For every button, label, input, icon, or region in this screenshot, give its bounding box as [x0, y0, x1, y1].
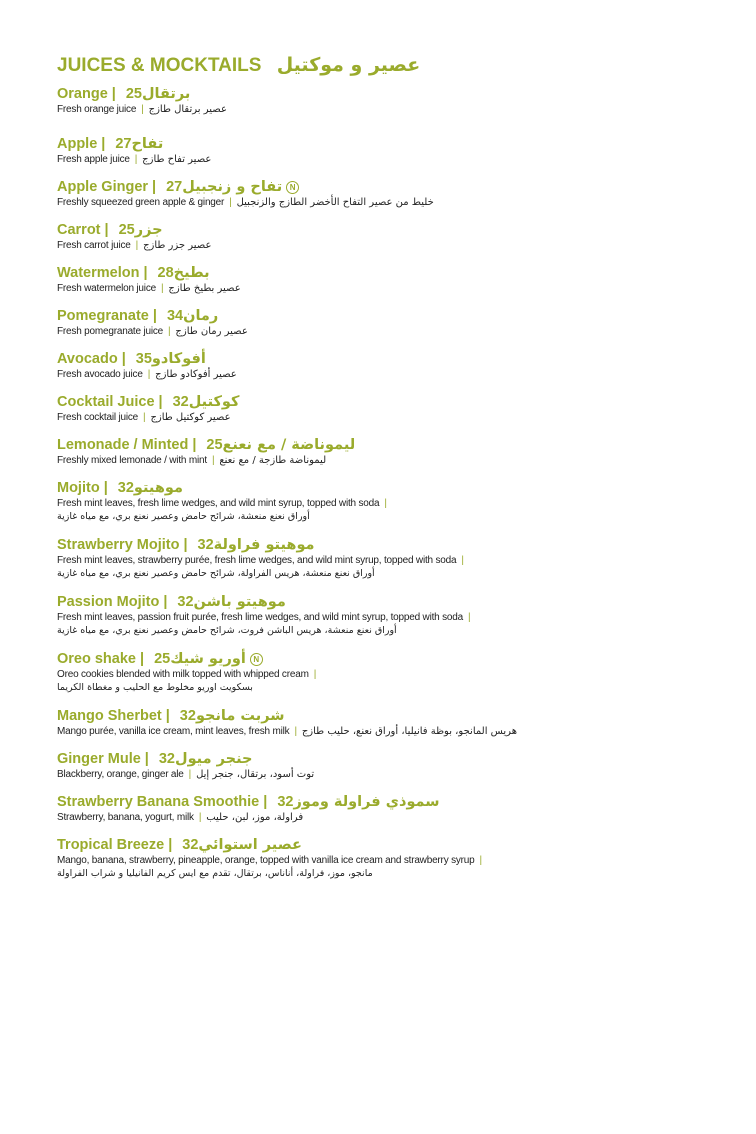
description-ar: توت أسود، برتقال، جنجر إيل [196, 769, 315, 780]
menu-item-name-ar: شربت مانجو [195, 708, 285, 724]
description-ar: خليط من عصير التفاح الأخضر الطازج والزنجبيل [236, 197, 434, 208]
description-en: Fresh orange juice [57, 104, 137, 115]
description-en: Fresh mint leaves, strawberry purée, fresh lime wedges, and wild mint syrup, topped with soda [57, 555, 457, 566]
menu-item-description [57, 554, 717, 567]
menu-item-name-ar: برتقال [141, 86, 191, 102]
menu-item-description [57, 196, 717, 209]
menu-item-heading [57, 178, 717, 196]
menu-section [57, 54, 717, 881]
menu-item-name-ar: موهيتو فراولة [213, 537, 315, 553]
description-en: Freshly squeezed green apple & ginger [57, 197, 225, 208]
menu-item-name: Mojito [57, 480, 100, 496]
description-en: Fresh apple juice [57, 154, 130, 165]
menu-item-heading [57, 85, 717, 103]
menu-item-price: 32 [172, 394, 189, 410]
separator: | [147, 369, 151, 380]
menu-item-description [57, 811, 717, 824]
menu-item-name: Orange [57, 86, 108, 102]
menu-item [57, 707, 717, 738]
menu-item-description [57, 325, 717, 338]
menu-item-name-ar: موهيتو باشن [193, 594, 286, 610]
separator: | [121, 351, 126, 367]
separator: | [468, 612, 471, 623]
menu-item-price: 27 [115, 136, 132, 152]
menu-item [57, 536, 717, 581]
menu-item-description [57, 282, 717, 295]
separator: | [101, 136, 106, 152]
menu-item [57, 178, 717, 209]
separator: | [165, 708, 170, 724]
menu-item-heading [57, 264, 717, 282]
separator: | [158, 394, 163, 410]
menu-item-heading [57, 650, 717, 668]
menu-item [57, 436, 717, 467]
menu-item [57, 350, 717, 381]
description-en: Fresh pomegranate juice [57, 326, 164, 337]
menu-item-heading [57, 436, 717, 454]
description-ar: أوراق نعنع منعشة، هريس الفراولة، شرائح حامض وعصير نعنع بري، مع مياه غازية [57, 568, 375, 579]
menu-item-description [57, 497, 717, 510]
separator: | [461, 555, 464, 566]
menu-item-name-ar: جزر [134, 222, 163, 238]
menu-item-name: Ginger Mule [57, 751, 141, 767]
menu-item-name-ar: تفاح و زنجبيل [182, 179, 283, 195]
menu-item [57, 85, 717, 116]
menu-item [57, 479, 717, 524]
separator: | [479, 855, 482, 866]
menu-item-heading [57, 793, 717, 811]
menu-item-name-ar: جنجر ميول [175, 751, 253, 767]
menu-item-price: 32 [182, 837, 199, 853]
menu-item-heading [57, 536, 717, 554]
menu-item-heading [57, 221, 717, 239]
description-en: Fresh mint leaves, passion fruit purée, fresh lime wedges, and wild mint syrup, topped with soda [57, 612, 464, 623]
description-ar: عصير تفاح طازج [142, 154, 212, 165]
menu-item-name: Mango Sherbet [57, 708, 162, 724]
menu-item [57, 393, 717, 424]
menu-item-price: 32 [277, 794, 294, 810]
separator: | [294, 726, 297, 737]
separator: | [163, 594, 168, 610]
menu-item-price: 25 [125, 86, 142, 102]
description-ar: عصير برتقال طازج [148, 104, 227, 115]
menu-item-name: Cocktail Juice [57, 394, 155, 410]
description-en: Freshly mixed lemonade / with mint [57, 455, 207, 466]
menu-item-name: Lemonade / Minted [57, 437, 189, 453]
menu-item-heading [57, 307, 717, 325]
menu-item [57, 750, 717, 781]
menu-item-price: 34 [166, 308, 184, 324]
menu-item-name-ar: أوريو شيك [170, 651, 246, 667]
separator: | [313, 669, 317, 680]
menu-item-name: Pomegranate [57, 308, 149, 324]
menu-item-price: 25 [154, 651, 171, 667]
separator: | [104, 222, 109, 238]
menu-item-name-ar: تفاح [131, 136, 164, 152]
description-en: Fresh mint leaves, fresh lime wedges, and wild mint syrup, topped with soda [57, 498, 380, 509]
description-en: Blackberry, orange, ginger ale [57, 769, 184, 780]
section-title [57, 54, 717, 77]
menu-item-name-ar: أفوكادو [151, 351, 206, 367]
separator: | [134, 154, 138, 165]
menu-item-description [57, 153, 717, 166]
menu-item-name-ar: بطيخ [173, 265, 210, 281]
section-title-ar: عصير و موكتيل [276, 54, 421, 76]
menu-item-price: 32 [179, 708, 196, 724]
nut-icon: N [250, 653, 263, 666]
menu-item-heading [57, 836, 717, 854]
menu-item-description [57, 725, 717, 738]
menu-item-heading [57, 479, 717, 497]
menu-item-heading [57, 750, 717, 768]
menu-item [57, 836, 717, 881]
menu-item [57, 793, 717, 824]
description-ar: مانجو، موز، فراولة، أناناس، برتقال، تقدم مع ايس كريم الفانيليا و شراب الفراولة [57, 868, 373, 879]
menu-item-heading [57, 707, 717, 725]
description-ar: عصير أفوكادو طازج [155, 369, 237, 380]
menu-item-name-ar: ليموناضة / مع نعنع [222, 437, 356, 453]
description-ar: بسكويت اوريو مخلوط مع الحليب و مغطاة الكريما [57, 682, 253, 693]
separator: | [263, 794, 268, 810]
separator: | [192, 437, 197, 453]
menu-item [57, 221, 717, 252]
menu-item-heading [57, 593, 717, 611]
menu-item-price: 27 [166, 179, 183, 195]
description-en: Mango purée, vanilla ice cream, mint leaves, fresh milk [57, 726, 290, 737]
description-en: Fresh cocktail juice [57, 412, 139, 423]
menu-item [57, 135, 717, 166]
separator: | [144, 751, 149, 767]
description-ar: عصير جزر طازج [143, 240, 212, 251]
menu-item-name-ar: موهيتو [133, 480, 183, 496]
description-ar: عصير رمان طازج [175, 326, 248, 337]
separator: | [135, 240, 139, 251]
menu-item-name-ar: رمان [183, 308, 219, 324]
separator: | [160, 283, 164, 294]
menu-item-heading [57, 350, 717, 368]
menu-item-description [57, 768, 717, 781]
menu-item [57, 593, 717, 638]
separator: | [152, 179, 157, 195]
description-ar: أوراق نعنع منعشة، هريس الباشن فروت، شرائح حامض وعصير نعنع بري، مع مياه غازية [57, 625, 397, 636]
menu-item-price: 32 [197, 537, 214, 553]
section-title-en: JUICES & MOCKTAILS [57, 55, 262, 76]
menu-item-description [57, 611, 717, 624]
menu-item-price: 25 [206, 437, 223, 453]
menu-item-name: Tropical Breeze [57, 837, 165, 853]
menu-item-price: 28 [157, 265, 174, 281]
separator: | [103, 480, 108, 496]
separator: | [229, 197, 232, 208]
menu-item-name: Carrot [57, 222, 101, 238]
description-ar: فراولة، موز، لبن، حليب [206, 812, 304, 823]
menu-item-name: Oreo shake [57, 651, 136, 667]
menu-item-name-ar: عصير استوائي [198, 837, 302, 853]
menu-item-name-ar: كوكتيل [188, 394, 240, 410]
menu-item-description [57, 239, 717, 252]
menu-item [57, 650, 717, 695]
separator: | [152, 308, 157, 324]
description-ar: ليموناضة طازجة / مع نعنع [219, 455, 327, 466]
description-en: Fresh carrot juice [57, 240, 131, 251]
menu-item-price: 32 [117, 480, 134, 496]
description-ar: عصير كوكتيل طازج [150, 412, 231, 423]
description-en: Fresh avocado juice [57, 369, 143, 380]
separator: | [143, 412, 146, 423]
separator: | [188, 769, 192, 780]
menu-item-description [57, 411, 717, 424]
menu-item-name: Watermelon [57, 265, 140, 281]
description-en: Fresh watermelon juice [57, 283, 156, 294]
menu-item-name: Passion Mojito [57, 594, 160, 610]
separator: | [211, 455, 215, 466]
description-en: Strawberry, banana, yogurt, milk [57, 812, 194, 823]
nut-icon: N [286, 181, 299, 194]
menu-item-price: 35 [135, 351, 152, 367]
menu-item-name: Strawberry Mojito [57, 537, 180, 553]
description-en: Mango, banana, strawberry, pineapple, orange, topped with vanilla ice cream and strawberry syrup [57, 855, 475, 866]
description-ar: أوراق نعنع منعشة، شرائح حامض وعصير نعنع بري، مع مياه غازية [57, 511, 310, 522]
menu-item-name: Apple Ginger [57, 179, 149, 195]
menu-item [57, 264, 717, 295]
description-en: Oreo cookies blended with milk topped with whipped cream [57, 669, 309, 680]
separator: | [168, 837, 173, 853]
separator: | [384, 498, 387, 509]
separator: | [141, 104, 144, 115]
menu-item-description [57, 854, 717, 867]
menu-item-name-ar: سموذي فراولة وموز [293, 794, 440, 810]
description-ar: هريس المانجو، بوظة فانيليا، أوراق نعنع، حليب طازج [301, 726, 517, 737]
menu-item-price: 32 [177, 594, 194, 610]
menu-item-description [57, 103, 717, 116]
menu-item-price: 25 [118, 222, 135, 238]
separator: | [198, 812, 202, 823]
menu-item-heading [57, 135, 717, 153]
menu-item-heading [57, 393, 717, 411]
menu-item-name: Avocado [57, 351, 118, 367]
separator: | [111, 86, 116, 102]
menu-item-price: 32 [158, 751, 175, 767]
menu-item-name: Apple [57, 136, 98, 152]
menu-item-description [57, 454, 717, 467]
separator: | [140, 651, 145, 667]
separator: | [143, 265, 148, 281]
separator: | [183, 537, 188, 553]
menu-item-description [57, 368, 717, 381]
menu-item [57, 307, 717, 338]
description-ar: عصير بطيخ طازج [168, 283, 241, 294]
separator: | [168, 326, 171, 337]
menu-item-list [57, 85, 717, 881]
menu-item-name: Strawberry Banana Smoothie [57, 794, 260, 810]
menu-item-description [57, 668, 717, 681]
